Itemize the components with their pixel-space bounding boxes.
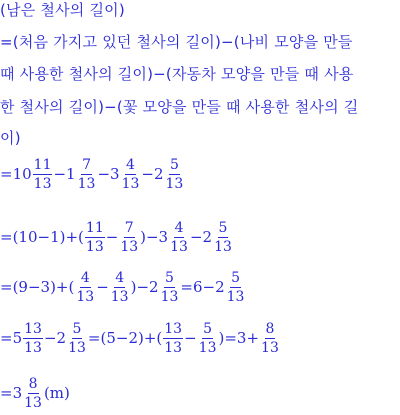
fraction-denominator: 13 [164,339,183,356]
equation-term: =(9−3)+( [0,277,75,296]
fraction-numerator: 4 [80,269,90,286]
fraction-numerator: 5 [203,320,213,337]
equation-line-4 [0,316,281,360]
equation-term: (m) [43,383,70,402]
equation-term: )−3 [140,227,169,246]
equation-term: )−2 [130,277,159,296]
equation-term: =10 [0,164,32,183]
fraction-numerator: 4 [126,156,135,173]
equation-term: =6−2 [180,277,225,296]
fraction-denominator: 13 [198,339,217,356]
fraction [119,221,139,254]
fraction-denominator: 13 [121,175,140,192]
fraction [85,221,105,254]
fraction-denominator: 13 [24,394,42,411]
fraction-numerator: 7 [124,219,134,236]
fraction [163,322,183,355]
equation-line-5 [0,371,70,415]
fraction-denominator: 13 [261,339,279,356]
equation-term: − [184,328,197,347]
fraction-numerator: 4 [174,219,184,236]
equation-term: =(5−2)+( [87,328,163,347]
fraction [23,322,43,355]
fraction [67,322,87,355]
fraction-numerator: 8 [28,375,38,392]
fraction [23,377,43,410]
text-line-1: (남은 철사의 길이) [0,1,125,19]
fraction-denominator: 13 [110,288,129,305]
text-line-3: 때 사용한 철사의 길이)−(자동차 모양을 만들 때 사용 [0,65,354,83]
fraction [169,221,189,254]
fraction-denominator: 13 [85,238,104,255]
fraction-numerator: 8 [265,320,275,337]
fraction [77,158,97,191]
fraction [213,221,233,254]
equation-term: −2 [189,227,213,246]
fraction [121,158,141,191]
fraction-denominator: 13 [76,288,95,305]
equation-term: − [105,227,119,246]
fraction [110,271,130,304]
fraction-numerator: 4 [115,269,125,286]
fraction-numerator: 11 [33,156,52,173]
fraction [226,271,246,304]
fraction-numerator: 5 [169,156,179,173]
equation-term: =5 [0,328,23,347]
equation-term: =(10−1)+( [0,227,84,246]
fraction [33,158,53,191]
equation-term: =3 [0,383,23,402]
fraction [198,322,218,355]
equation-term: −2 [43,328,67,347]
fraction-numerator: 7 [82,156,91,173]
equation-line-1 [0,152,185,196]
fraction-denominator: 13 [24,339,42,356]
fraction-denominator: 13 [68,339,86,356]
fraction [165,158,185,191]
fraction-numerator: 13 [164,320,183,337]
equation-term: −3 [97,164,120,183]
text-line-4: 한 철사의 길이)−(꽃 모양을 만들 때 사용한 철사의 길 [0,98,359,116]
text-line-2: =(처음 가지고 있던 철사의 길이)−(나비 모양을 만들 [0,33,353,51]
fraction-denominator: 13 [77,175,96,192]
fraction-numerator: 5 [72,320,82,337]
equation-term: )=3+ [218,328,260,347]
fraction-denominator: 13 [33,175,52,192]
fraction-numerator: 5 [165,269,174,286]
equation-term: −1 [53,164,76,183]
equation-line-3 [0,265,246,309]
fraction-numerator: 11 [85,219,104,236]
fraction-denominator: 13 [170,238,188,255]
fraction-denominator: 13 [165,175,184,192]
fraction-denominator: 13 [160,288,179,305]
equation-term: − [96,277,109,296]
fraction-numerator: 13 [24,320,42,337]
fraction-denominator: 13 [214,238,232,255]
fraction-numerator: 5 [231,269,240,286]
fraction-numerator: 5 [218,219,228,236]
equation-term: −2 [141,164,164,183]
fraction [75,271,95,304]
equation-line-2 [0,215,234,259]
text-line-5: 이) [0,129,21,147]
fraction [160,271,180,304]
fraction-denominator: 13 [120,238,139,255]
fraction-denominator: 13 [226,288,245,305]
fraction [260,322,280,355]
